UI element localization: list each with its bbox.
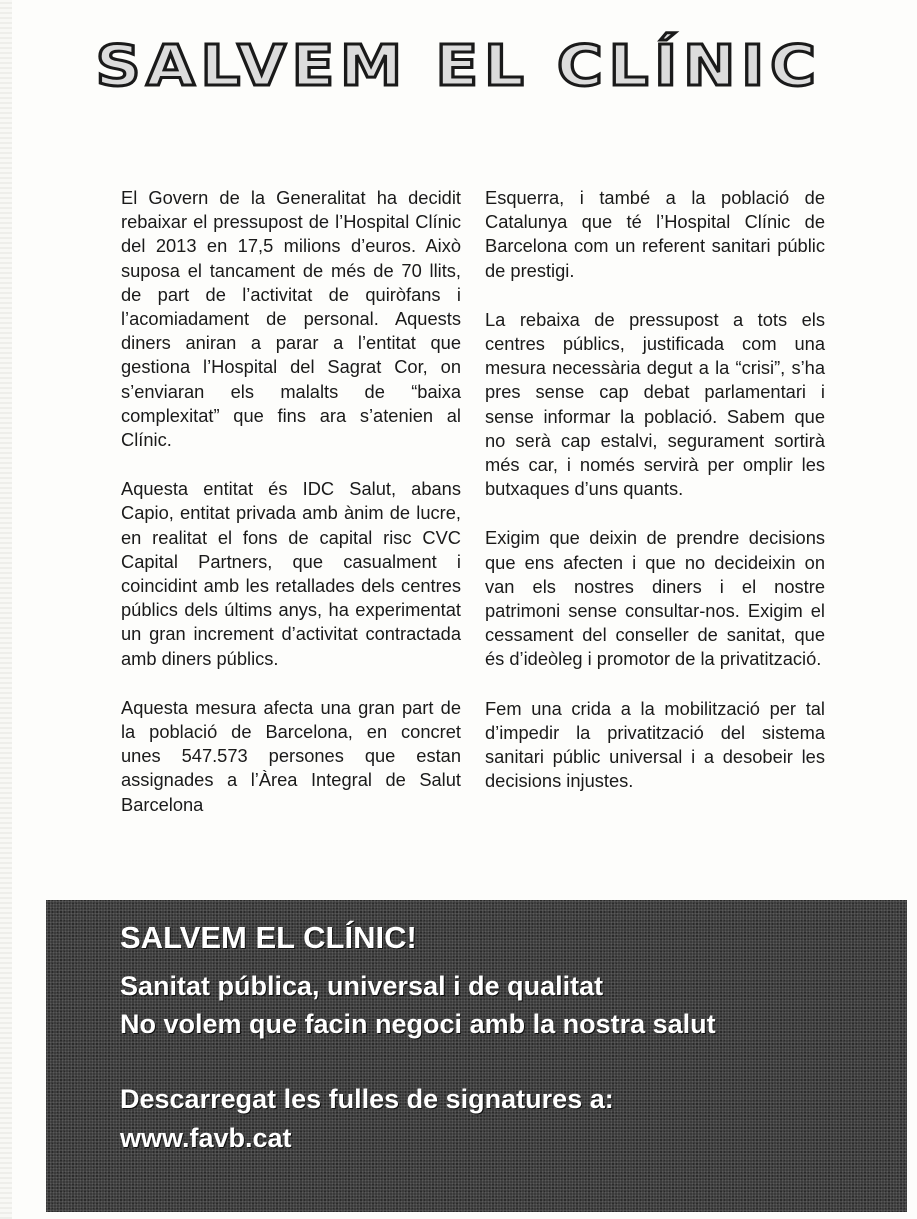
paragraph-crisis: La rebaixa de pressupost a tots els centres públics, justificada com una mesura necessària degut a la “crisi”, s’ha pres sense cap debat parlamentari i sense informar la població. Sabem que no serà cap estalvi, segurament sortirà més car, i només servirà per omplir les butxaques d’uns quants. [485,308,825,500]
paragraph-demands: Exigim que deixin de prendre decisions que ens afecten i que no decideixin on van els nostres diners i el nostre patrimoni sense consultar-nos. Exigim el cessament del conseller de sanitat, que és d’ideòleg i promotor de la privatització. [485,527,825,670]
cta-heading: SALVEM EL CLÍNIC! [120,920,417,955]
cta-download-text: Descarregat les fulles de signatures a: [120,1084,614,1114]
paragraph-affected-population: Aquesta mesura afecta una gran part de la població de Barcelona, en concret unes 547.573 persones que estan assignades a l’Àrea Integral de Salut Barcelona [121,696,461,815]
article-column-left [121,186,461,842]
paragraph-call-to-action: Fem una crida a la mobilització per tal d’impedir la privatització del sistema sanitari públic universal i a desobeir les decisions injustes. [485,697,825,792]
scan-edge [0,0,12,1219]
article-column-right [485,186,825,818]
cta-slogan-public-health: Sanitat pública, universal i de qualitat [120,971,604,1001]
article-body [121,186,825,876]
cta-website-link[interactable]: www.favb.cat [120,1123,292,1153]
call-to-action-box [46,900,907,1212]
cta-slogan-no-business: No volem que facin negoci amb la nostra salut [120,1009,716,1039]
paragraph-idc-salut: Aquesta entitat és IDC Salut, abans Capio, entitat privada amb ànim de lucre, en realitat el fons de capital risc CVC Capital Partners, que casualment i coincidint amb les retallades dels centres públics dels últims anys, ha experimentat un gran increment d’activitat contractada amb diners públics. [121,478,461,669]
paragraph-budget-cut: El Govern de la Generalitat ha decidit rebaixar el pressupost de l’Hospital Clínic del 2013 en 17,5 milions d’euros. Això suposa el tancament de més de 70 llits, de part de l’activitat de quiròfans i l’acomiadament de personal. Aquests diners aniran a parar a l’entitat que gestiona l’Hospital del Sagrat Cor, on s’enviaran els malalts de “baixa complexitat” que fins ara s’atenien al Clínic. [121,187,461,451]
paragraph-population-continued: Esquerra, i també a la població de Catalunya que té l’Hospital Clínic de Barcelona com un referent sanitari públic de prestigi. [485,187,825,281]
page-title: SALVEM EL CLÍNIC [95,34,822,99]
